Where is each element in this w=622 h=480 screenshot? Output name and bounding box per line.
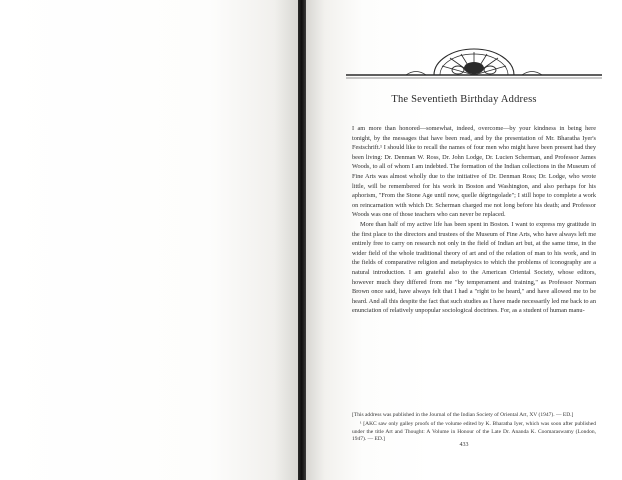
left-page-blank bbox=[0, 0, 298, 480]
footnotes bbox=[352, 412, 596, 445]
editor-note: [This address was published in the Journal of the Indian Society of Oriental Art, XV (1947). — ED.] bbox=[352, 412, 574, 418]
paragraph: I am more than honored—somewhat, indeed, overcome—by your kindness in being here tonight, by the messages that have been read, and by the presentation of Mr. Bharatha Iyer's Festschrift.¹ I should like to recall the names of four men who might have been present had they been living: Dr. Denman W. Ross, Dr. John Lodge, Dr. Lucien Scherman, and Professor James Woods, to all of whom I am indebted. The formation of the Indian collections in the Museum of Fine Arts was almost wholly due to the initiative of Dr. Denman Ross; Dr. Lodge, who wrote little, will be remembered for his work in Boston and Washington, and also perhaps for his aphorism, "From the Stone Age until now, quelle dégringolade"; I still hope to complete a work on reincarnation with which Dr. Scherman charged me not long before his death; and Professor Woods was one of those teachers who can never be replaced. bbox=[352, 125, 596, 219]
page-title: The Seventieth Birthday Address bbox=[391, 94, 537, 105]
page-number: 433 bbox=[459, 442, 469, 448]
paragraph: More than half of my active life has been spent in Boston. I want to express my gratitude in the first place to the directors and trustees of the Museum of Fine Arts, who have always left me entirely free to carry on research not only in the field of Indian art but, at the same time, in the wider field of the whole traditional theory of art and of the relation of man to his work, and in the fields of comparative religion and metaphysics to which the problems of iconography are a natural introduction. I am grateful also to the American Oriental Society, whose editors, however much they differed from me "by temperament and training," as Professor Norman Brown once said, have always felt that I had a "right to be heard," and have allowed me to be heard. And all this despite the fact that such studies as I have made necessarily led me back to an enunciation of relatively unpopular sociological doctrines. For, as a student of human manu- bbox=[352, 220, 596, 315]
footnote: ¹ [AKC saw only galley proofs of the volume edited by K. Bharatha Iyer, which was soon after published under the title Art and Thought: A Volume in Honour of the Late Dr. Ananda K. Coomaraswamy (London, 1947). — ED.] bbox=[352, 420, 596, 443]
book-gutter bbox=[298, 0, 306, 480]
ornament-headpiece-icon bbox=[346, 46, 602, 80]
body-text bbox=[352, 124, 596, 316]
